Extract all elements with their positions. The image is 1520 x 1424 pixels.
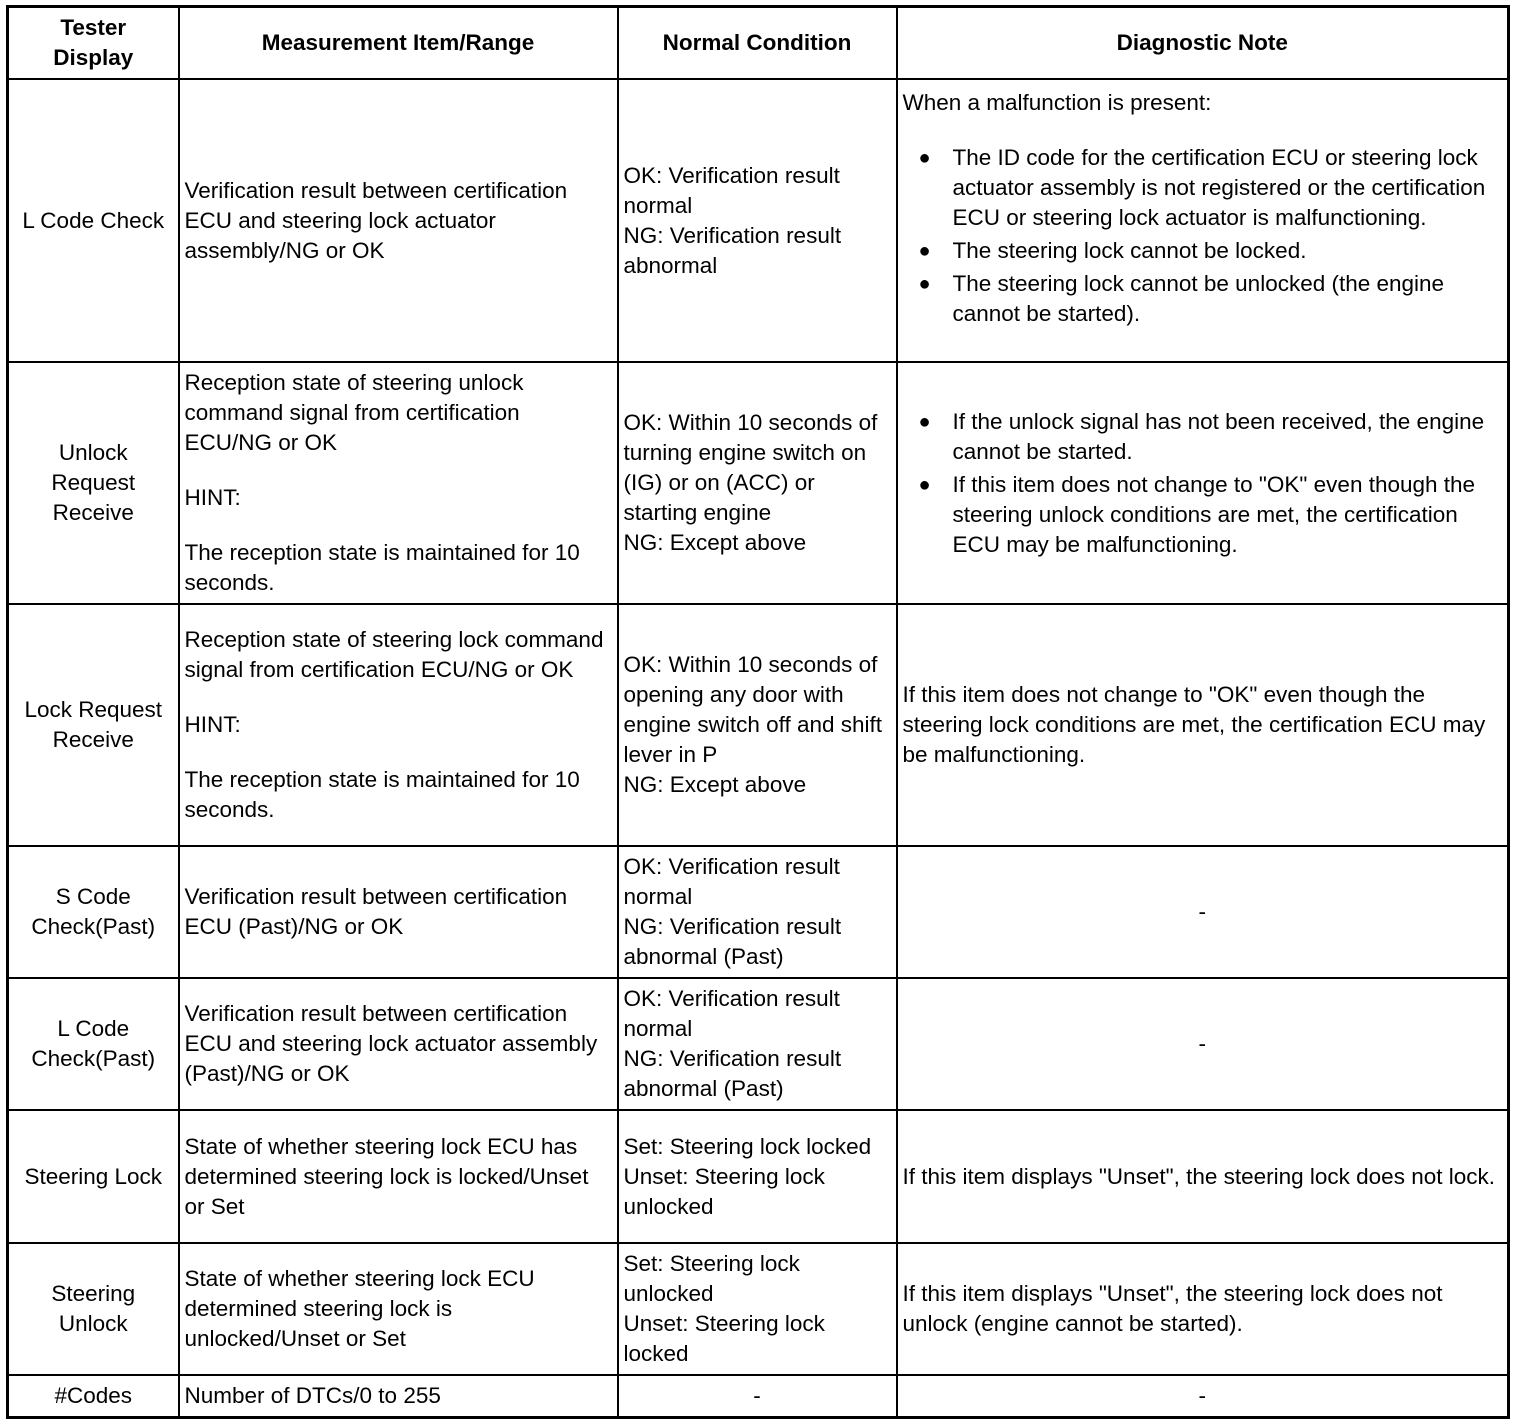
tester-display-cell: L Code Check — [8, 79, 179, 362]
normal-ok-text: OK: Within 10 seconds of opening any door with engine switch off and shift lever in P — [623, 652, 882, 767]
normal-condition-cell — [618, 1110, 897, 1243]
header-measurement-item: Measurement Item/Range — [179, 7, 618, 80]
measurement-cell — [179, 79, 618, 362]
measurement-cell — [179, 604, 618, 846]
diagnostic-note-cell — [897, 362, 1509, 604]
hint-text: The reception state is maintained for 10 seconds. — [184, 540, 580, 595]
tester-display-cell: L Code Check(Past) — [8, 978, 179, 1110]
tester-display-cell: Unlock Request Receive — [8, 362, 179, 604]
hint-text: The reception state is maintained for 10 seconds. — [184, 767, 580, 822]
measurement-cell — [179, 846, 618, 978]
normal-ng-text: NG: Except above — [623, 772, 807, 797]
note-lead-text: When a malfunction is present: — [902, 90, 1212, 115]
measurement-text: State of whether steering lock ECU has determined steering lock is locked/Unset or Set — [184, 1133, 589, 1219]
tester-display-cell: Lock Request Receive — [8, 604, 179, 846]
normal-ok-text: OK: Verification result normal — [623, 986, 840, 1041]
list-item: ● The steering lock cannot be locked. — [903, 236, 1503, 266]
normal-ng-text: NG: Verification result abnormal (Past) — [623, 1046, 842, 1101]
measurement-cell — [179, 1110, 618, 1243]
measurement-cell — [179, 978, 618, 1110]
list-item: ● The ID code for the certification ECU or steering lock actuator assembly is not registered or the certification ECU or steering lock actuator is malfunctioning. — [903, 143, 1503, 233]
measurement-cell — [179, 1375, 618, 1417]
normal-set-text: Set: Steering lock unlocked — [623, 1251, 800, 1306]
normal-condition-cell: - — [618, 1375, 897, 1417]
measurement-text: State of whether steering lock ECU determined steering lock is unlocked/Unset or Set — [184, 1266, 535, 1351]
normal-condition-cell — [618, 79, 897, 362]
tester-display-cell: Steering Unlock — [8, 1243, 179, 1375]
tester-display-cell: Steering Lock — [8, 1110, 179, 1243]
normal-unset-text: Unset: Steering lock locked — [623, 1311, 825, 1366]
list-item: ● If this item does not change to "OK" even though the steering unlock conditions are met, the certification ECU may be malfunctioning. — [903, 470, 1503, 560]
tester-display-cell: S Code Check(Past) — [8, 846, 179, 978]
table-row — [8, 1110, 1509, 1243]
measurement-cell — [179, 1243, 618, 1375]
table-row — [8, 604, 1509, 846]
diagnostic-note-cell: If this item does not change to "OK" even though the steering lock conditions are met, the certification ECU may be malfunctioning. — [897, 604, 1509, 846]
note-bullet-list — [903, 143, 1503, 329]
diagnostic-note-cell: If this item displays "Unset", the steering lock does not unlock (engine cannot be started). — [897, 1243, 1509, 1375]
measurement-text: Verification result between certification ECU and steering lock actuator assembly/NG or OK — [184, 177, 568, 263]
note-bullet-list — [903, 407, 1503, 560]
measurement-text: Verification result between certification ECU (Past)/NG or OK — [184, 884, 568, 939]
measurement-text: Reception state of steering lock command signal from certification ECU/NG or OK — [184, 627, 604, 682]
normal-ok-text: OK: Verification result normal — [623, 854, 840, 909]
list-item: ● The steering lock cannot be unlocked (the engine cannot be started). — [903, 269, 1503, 329]
normal-set-text: Set: Steering lock locked — [623, 1133, 872, 1159]
table-row — [8, 79, 1509, 362]
data-monitor-table — [6, 5, 1510, 1419]
normal-condition-cell — [618, 1243, 897, 1375]
normal-ng-text: NG: Verification result abnormal — [623, 222, 842, 278]
header-diagnostic-note: Diagnostic Note — [897, 7, 1509, 80]
normal-condition-cell — [618, 604, 897, 846]
table-row — [8, 1375, 1509, 1417]
diagnostic-note-cell: - — [897, 978, 1509, 1110]
normal-condition-cell — [618, 978, 897, 1110]
hint-label: HINT: — [184, 485, 241, 510]
normal-ng-text: NG: Except above — [623, 530, 807, 555]
tester-display-cell: #Codes — [8, 1375, 179, 1417]
normal-ng-text: NG: Verification result abnormal (Past) — [623, 914, 842, 969]
header-row — [8, 7, 1509, 80]
table-row — [8, 978, 1509, 1110]
measurement-text: Reception state of steering unlock command signal from certification ECU/NG or OK — [184, 370, 524, 455]
header-normal-condition: Normal Condition — [618, 7, 897, 80]
table-row — [8, 846, 1509, 978]
diagnostic-note-cell: - — [897, 846, 1509, 978]
normal-condition-cell — [618, 846, 897, 978]
diagnostic-note-cell — [897, 79, 1509, 362]
normal-condition-cell — [618, 362, 897, 604]
diagnostic-note-cell: If this item displays "Unset", the steering lock does not lock. — [897, 1110, 1509, 1243]
table-row — [8, 362, 1509, 604]
hint-label: HINT: — [184, 712, 241, 737]
measurement-cell — [179, 362, 618, 604]
header-tester-display: Tester Display — [8, 7, 179, 80]
table-row — [8, 1243, 1509, 1375]
list-item: ● If the unlock signal has not been received, the engine cannot be started. — [903, 407, 1503, 467]
normal-unset-text: Unset: Steering lock unlocked — [623, 1163, 825, 1219]
measurement-text: Number of DTCs/0 to 255 — [184, 1382, 441, 1408]
normal-ok-text: OK: Verification result normal — [623, 162, 840, 218]
diagnostic-note-cell: - — [897, 1375, 1509, 1417]
measurement-text: Verification result between certification ECU and steering lock actuator assembly (Past)/NG or OK — [184, 1001, 598, 1086]
normal-ok-text: OK: Within 10 seconds of turning engine switch on (IG) or on (ACC) or starting engine — [623, 410, 878, 525]
